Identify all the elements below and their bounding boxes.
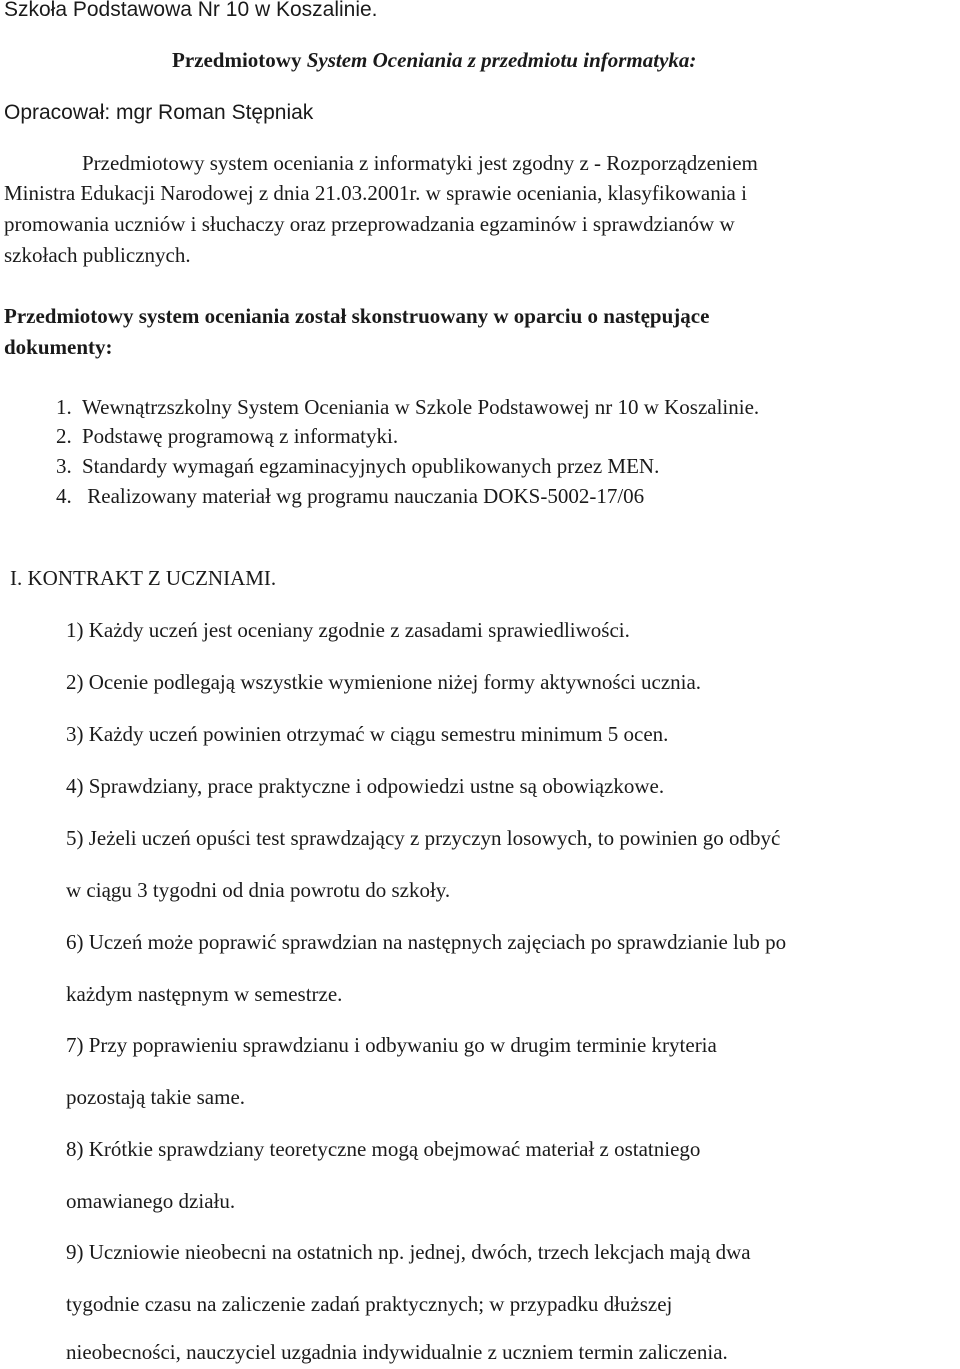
basis-item-number: 2. — [56, 424, 72, 448]
contract-line-14: tygodnie czasu na zaliczenie zadań praktycznych; w przypadku dłuższej — [66, 1292, 673, 1316]
basis-item-text: Realizowany materiał wg programu nauczania DOKS-5002-17/06 — [82, 484, 645, 508]
contract-heading: I. KONTRAKT Z UCZNIAMI. — [10, 566, 277, 590]
contract-line-6: w ciągu 3 tygodni od dnia powrotu do szkoły. — [66, 878, 451, 902]
contract-line-7: 6) Uczeń może poprawić sprawdzian na następnych zajęciach po sprawdzianie lub po — [66, 930, 787, 954]
contract-line-2: 2) Ocenie podlegają wszystkie wymienione niżej formy aktywności ucznia. — [66, 670, 702, 694]
contract-line-1: 1) Każdy uczeń jest oceniany zgodnie z zasadami sprawiedliwości. — [66, 618, 630, 642]
title-part-2: System Oceniania z przedmiotu informatyka: — [306, 48, 697, 72]
basis-list-item — [56, 484, 644, 509]
school-name: Szkoła Podstawowa Nr 10 w Koszalinie. — [4, 0, 378, 21]
contract-line-8: każdym następnym w semestrze. — [66, 982, 343, 1006]
title-part-1: Przedmiotowy — [172, 48, 307, 72]
contract-line-5: 5) Jeżeli uczeń opuści test sprawdzający z przyczyn losowych, to powinien go odbyć — [66, 826, 781, 850]
basis-item-number: 4. — [56, 484, 72, 508]
intro-line-2: Ministra Edukacji Narodowej z dnia 21.03.2001r. w sprawie oceniania, klasyfikowania i — [4, 181, 747, 205]
contract-line-11: 8) Krótkie sprawdziany teoretyczne mogą obejmować materiał z ostatniego — [66, 1137, 701, 1161]
intro-line-3: promowania uczniów i słuchaczy oraz przeprowadzania egzaminów i sprawdzianów w — [4, 212, 735, 236]
intro-line-4: szkołach publicznych. — [4, 243, 191, 267]
contract-line-12: omawianego działu. — [66, 1189, 236, 1213]
basis-item-number: 1. — [56, 395, 72, 419]
contract-line-9: 7) Przy poprawieniu sprawdzianu i odbywaniu go w drugim terminie kryteria — [66, 1033, 717, 1057]
basis-heading-line-1: Przedmiotowy system oceniania został skonstruowany w oparciu o następujące — [4, 304, 710, 328]
contract-line-13: 9) Uczniowie nieobecni na ostatnich np. jednej, dwóch, trzech lekcjach mają dwa — [66, 1240, 751, 1264]
contract-line-10: pozostają takie same. — [66, 1085, 246, 1109]
intro-line-1: Przedmiotowy system oceniania z informatyki jest zgodny z - Rozporządzeniem — [82, 151, 758, 175]
basis-heading-line-2: dokumenty: — [4, 335, 113, 359]
contract-line-4: 4) Sprawdziany, prace praktyczne i odpowiedzi ustne są obowiązkowe. — [66, 774, 665, 798]
contract-line-15: nieobecności, nauczyciel uzgadnia indywidualnie z uczniem termin zaliczenia. — [66, 1340, 728, 1364]
author-line: Opracował: mgr Roman Stępniak — [4, 101, 314, 124]
basis-list-item — [56, 424, 398, 449]
basis-item-text: Standardy wymagań egzaminacyjnych opublikowanych przez MEN. — [82, 454, 660, 478]
basis-list-item — [56, 395, 759, 420]
basis-item-number: 3. — [56, 454, 72, 478]
basis-item-text: Wewnątrzszkolny System Oceniania w Szkole Podstawowej nr 10 w Koszalinie. — [82, 395, 760, 419]
document-title — [172, 48, 696, 73]
basis-item-text: Podstawę programową z informatyki. — [82, 424, 399, 448]
contract-line-3: 3) Każdy uczeń powinien otrzymać w ciągu semestru minimum 5 ocen. — [66, 722, 669, 746]
basis-list-item — [56, 454, 659, 479]
